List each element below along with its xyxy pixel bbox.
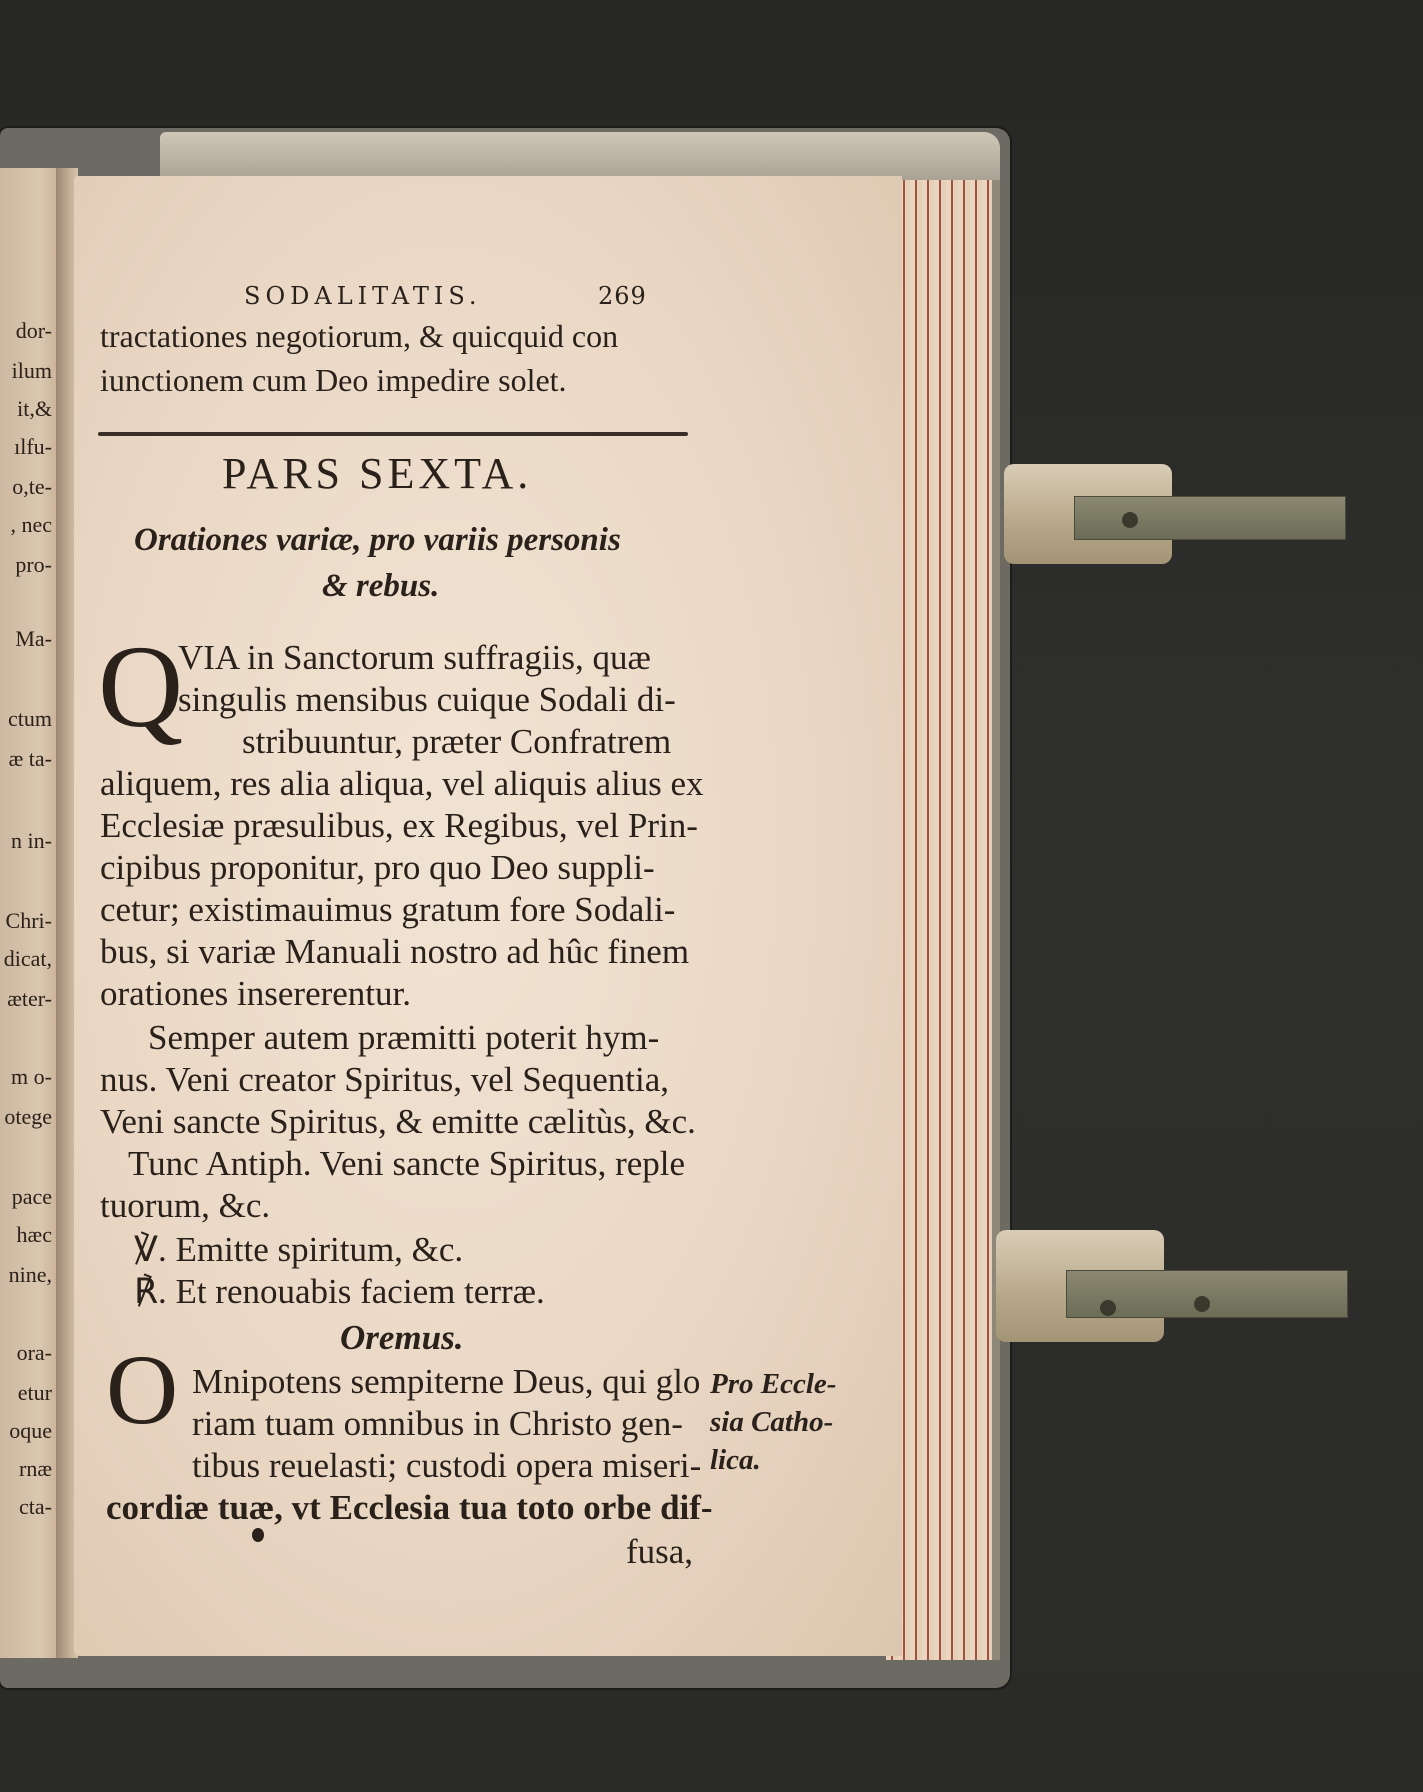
left-fragment: rnæ	[19, 1456, 52, 1481]
page-edges	[886, 180, 1000, 1660]
left-fragment: oque	[9, 1418, 52, 1443]
left-fragment: cta-	[19, 1494, 52, 1519]
text-line: nus. Veni creator Spiritus, vel Sequentia,	[100, 1060, 669, 1099]
response: ℟. Et renouabis faciem terræ.	[134, 1272, 545, 1311]
text-line: Mnipotens sempiterne Deus, qui glo	[192, 1362, 701, 1401]
text-line: Semper autem præmitti poterit hym-	[148, 1018, 660, 1057]
left-fragment: o,te-	[12, 474, 52, 499]
left-fragment: ora-	[16, 1340, 52, 1365]
left-fragment: ilum	[11, 358, 52, 383]
prayer-initial: O	[106, 1334, 179, 1445]
margin-note-line: sia Catho-	[710, 1406, 834, 1438]
text-line: riam tuam omnibus in Christo gen-	[192, 1404, 683, 1443]
text-line: bus, si variæ Manuali nostro ad hûc finem	[100, 932, 690, 971]
ink-blot	[252, 1528, 264, 1542]
section-rule	[98, 432, 688, 436]
left-fragment: pace	[11, 1184, 52, 1209]
left-fragment: hæc	[16, 1222, 52, 1247]
left-fragment: æ ta-	[8, 746, 52, 771]
running-head: SODALITATIS.	[244, 282, 482, 310]
text-line: Ecclesiæ præsulibus, ex Regibus, vel Prin-	[100, 806, 698, 845]
left-fragment: dicat,	[3, 946, 52, 971]
text-line: fusa,	[626, 1532, 694, 1571]
margin-note-line: Pro Eccle-	[710, 1368, 837, 1400]
left-fragment: otege	[4, 1104, 52, 1129]
clasp-pin	[1100, 1300, 1116, 1316]
clasp-pin	[1122, 512, 1138, 528]
margin-note-line: lica.	[710, 1444, 761, 1476]
left-fragment: m o-	[11, 1064, 52, 1089]
left-fragment: pro-	[15, 552, 52, 577]
text-line: iunctionem cum Deo impedire solet.	[100, 362, 567, 398]
left-fragment: n in-	[11, 828, 52, 853]
left-fragment: , nec	[10, 512, 52, 537]
left-fragment: Chri-	[5, 908, 52, 933]
text-line: tuorum, &c.	[100, 1186, 271, 1225]
left-fragment: ılfu-	[14, 434, 52, 459]
clasp-pin	[1194, 1296, 1210, 1312]
subtitle-line: Orationes variæ, pro variis personis	[134, 522, 621, 558]
left-fragment: æter-	[7, 986, 52, 1011]
text-line: orationes insererentur.	[100, 974, 412, 1013]
left-fragment: dor-	[15, 318, 52, 343]
section-title: PARS SEXTA.	[222, 449, 533, 498]
text-line: aliquem, res alia aliqua, vel aliquis alius ex	[100, 764, 704, 803]
text-line: tibus reuelasti; custodi opera miseri-	[192, 1446, 702, 1485]
subtitle-line: & rebus.	[322, 568, 440, 604]
left-fragment: Ma-	[15, 626, 52, 651]
left-fragment: nine,	[8, 1262, 52, 1287]
text-line: cetur; existimauimus gratum fore Sodali-	[100, 890, 676, 929]
text-line: VIA in Sanctorum suffragiis, quæ	[178, 638, 651, 677]
text-line: singulis mensibus cuique Sodali di-	[178, 680, 676, 719]
clasp-strap	[1074, 496, 1346, 540]
page-number: 269	[598, 282, 647, 310]
left-fragment: it,&	[17, 396, 52, 421]
text-line: Veni sancte Spiritus, & emitte cælitùs, &c.	[100, 1102, 696, 1141]
drop-initial: Q	[98, 621, 184, 752]
text-line: tractationes negotiorum, & quicquid con	[100, 318, 619, 354]
text-line: cipibus proponitur, pro quo Deo suppli-	[100, 848, 655, 887]
text-line: cordiæ tuæ, vt Ecclesia tua toto orbe dif-	[106, 1488, 713, 1527]
oremus-heading: Oremus.	[340, 1318, 464, 1357]
cover-top-edge	[160, 132, 1000, 180]
left-fragment: etur	[17, 1380, 52, 1405]
text-line: Tunc Antiph. Veni sancte Spiritus, reple	[128, 1144, 686, 1183]
versicle: ℣. Emitte spiritum, &c.	[134, 1230, 464, 1269]
left-page-fragment	[0, 168, 58, 1658]
left-fragment: ctum	[8, 706, 52, 731]
text-line: stribuuntur, præter Confratrem	[242, 722, 672, 761]
